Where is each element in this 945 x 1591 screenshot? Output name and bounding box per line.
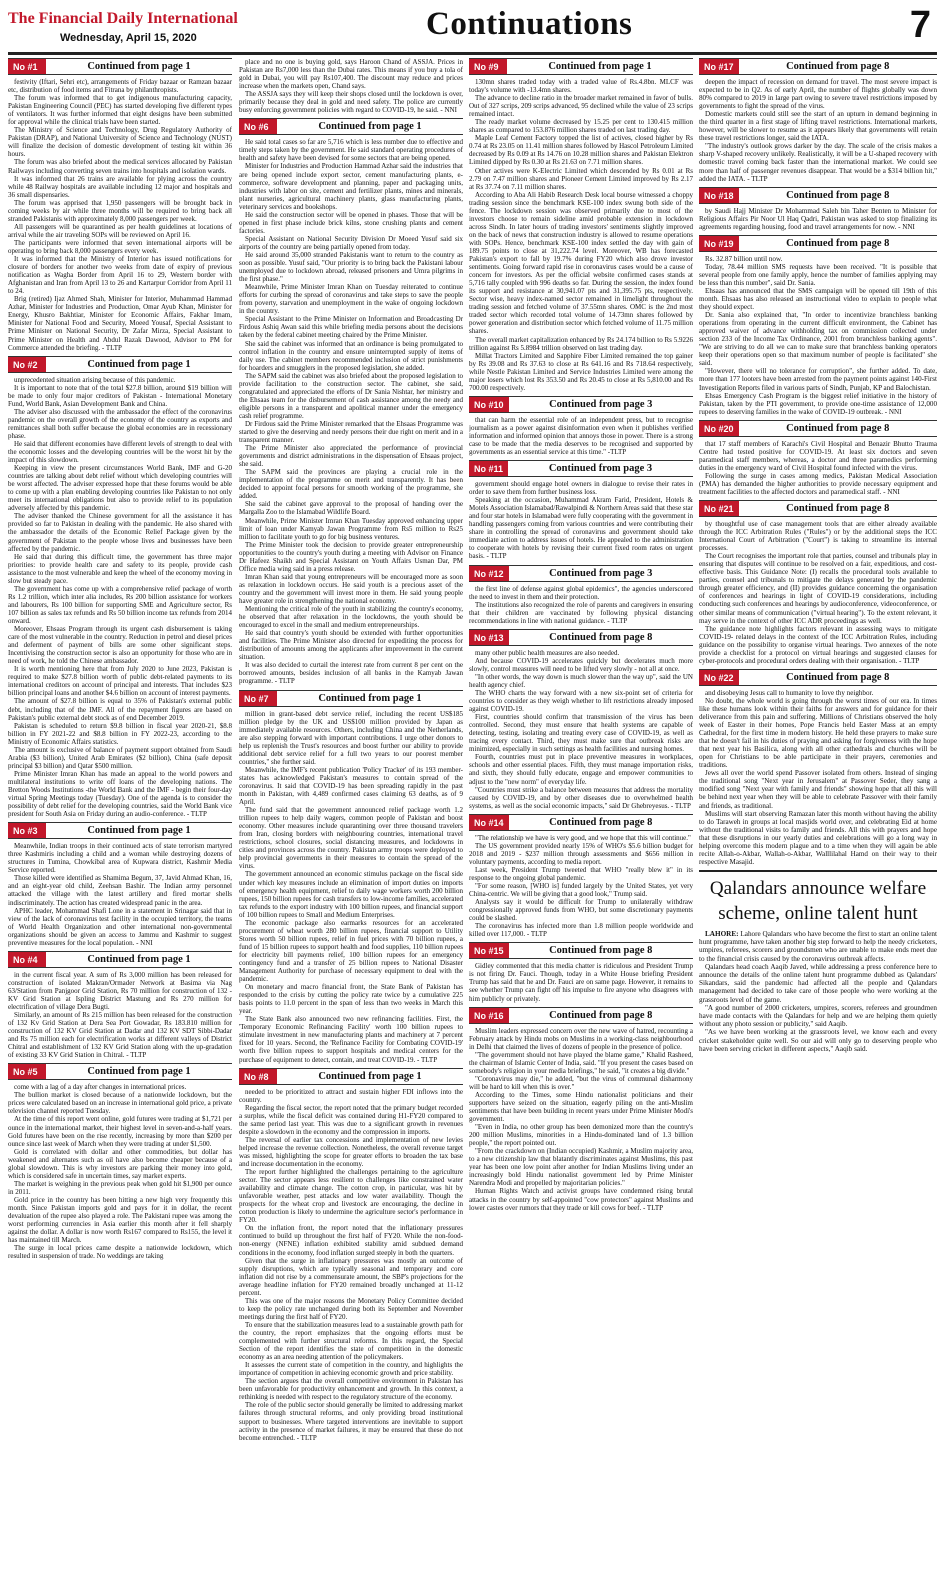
paragraph: He said total cases so far are 5,716 which is less number due to effective and timely steps taken by the government. He said standard operating procedures of health and safety have been devised for some sectors that are being opened. xyxy=(239,138,463,163)
paragraph: Gold price in the country has been hitting a new high very frequently this month. Since Pakistan imports gold and pays for it in dollar, the recent devaluation of the rupee also played a role. The Pakistani rupee was among the worst performing currencies in Asia earlier this month after it fell sharply against the dollar. A dollar is now worth Rs167 compared to Rs155, the level it has maintained till March. xyxy=(8,1195,232,1245)
paragraph: The adviser also discussed with the ambassador the effect of the coronavirus pandemic on the overall growth of the economy of the country as exports and remittances shall both suffer because the global economies are in recessionary phase. xyxy=(8,407,232,440)
block-header xyxy=(699,500,937,517)
paragraph: The advance to decline ratio in the broader market remained in favor of bulls. Out of 327 scrips, 209 scrips advanced, 95 declined while the value of 23 scrips remained intact. xyxy=(469,94,693,119)
block-number-tag: No #4 xyxy=(8,952,46,967)
paragraph: To ensure that the stabilization measures lead to a sustainable growth path for the country, the report emphasizes that the ongoing efforts must be complemented with further structural reforms. In this regard, the Special Section of the report identifies the state of competition in the domestic economy as an area needing attention of the policymakers. xyxy=(239,1320,463,1362)
paragraph: Muslim leaders expressed concern over the new wave of hatred, recounting a February attack by Hindu mobs on Muslims in a working-class neighbourhood in Delhi that claimed the lives of dozens of people in the presence of police. xyxy=(469,1026,693,1051)
paragraph: The SAPM said the cabinet was also briefed about the proposed legislation to provide facilitation to the construction sector. The cabinet, she said, congratulated and appreciated the efforts of Dr Sania Nishtar, her ministry and the Ehsaas team for the disbursement of cash assistance among the needy and eligible persons in a transparent and apolitical manner under the emergency cash relief programme. xyxy=(239,371,463,420)
block-header xyxy=(8,58,232,75)
paragraph: needed to be prioritized to attract and sustain higher FDI inflows into the country. xyxy=(239,1087,463,1104)
block-body xyxy=(469,649,693,810)
paragraph: According to Aba Ali Habib Research Desk local bourse witnessed a choppy trading session since the benchmark KSE-100 index swung both side of the fence. The lockdown session was observed primarily due to most of the investors choose to remain sideline amid probable extension in lockdown across Sindh. In later hours of trading investors' sentiments slightly improved on the back of news that construction industry is allowed to resume operations with SOPs. Hence, benchmark KSE-100 index settled the day with gain of 189.75 points to close at 31,222.74 level. Moreover, WB has forecasted Pakistan's export to fall by 19.7% during FY20 which also drove investor sentiments. Going forward rapid rise in coronavirus cases would be a cause of concern for investors. As per the official website confirmed cases stands at 5,716 tally coupled with 996 deaths so far. During the session, the index found its support and resistance at 30,941.07 pts and 31,395.75 pts, respectively. Sector wise, heavy index-named sector remained in limelight throughout the trading session and fetched volume of 37.55mn shares. OMC is the 2nd most traded sector which recorded total volume of 14.73mn shares followed by power generation and distribution sector which fetched volume of 11.75 million shares. xyxy=(469,190,693,336)
paragraph: Human Rights Watch and activist groups have condemned rising brutal attacks in the country by self-appointed "cow protectors" against Muslims and lower castes over rumors that they trade or kill cows for beef. - TLTP xyxy=(469,1187,693,1212)
paragraph: The guidance note highlights factors relevant in assessing ways to mitigate COVID-19- related delays in the context of the ICC Arbitration Rules, including guidance on the possibility to organise virtual hearings. Two annexes of the note provide a checklist for a protocol on virtual hearings and suggested clauses for cyber-protocols and procedural orders dealing with their organisation. - TLTP xyxy=(699,624,937,665)
paragraph: The US government provided nearly 15% of WHO's $5.6 billion budget for 2018 and 2019 - $237 million through assessments and $656 million in voluntary payments, according to media report. xyxy=(469,841,693,866)
paragraph: At the time of this report went online, gold futures were trading at $1,721 per ounce in the international market, their highest level in seven-and-a-half years. Gold futures have been on the rise recently, increasing by more than $200 per ounce since last week of March when they were trading at under $1,500. xyxy=(8,1115,232,1148)
paragraph: come with a lag of a day after changes in international prices. xyxy=(14,1083,187,1092)
paragraph: in the current fiscal year. A sum of Rs 3,000 million has been released for construction of isolated Makran/Ormader Network at Basima via Nag 63/Station from Panjgoor Grid Station, Rs 70 million for construction of 132 -KV Grid Station at Ispling District Mastung and Rs 270 million for electrification of village Dera Bugti. xyxy=(8,970,232,1011)
block-title: Continued from page 3 xyxy=(549,398,653,410)
block-title: Continued from page 8 xyxy=(549,1009,653,1021)
block-number-tag: No #8 xyxy=(239,1069,277,1084)
block-header xyxy=(699,235,937,252)
paragraph: Other actives were K-Electric Limited which descended by Rs 0.01 at Rs 2.79 on 7.47 million shares and Pioneer Cement Limited improved by Rs 2.17 at Rs 37.74 on 7.11 million shares. xyxy=(469,166,693,191)
paragraph: Gidley commented that this media chatter is ridiculous and President Trump is not firing Dr. Fauci. Though, today in a White House briefing President Trump has said that he and Dr. Fauci are on same page. However, it remains to see whether Trump can fight off his impulse to fire anyone who disagrees with him publicly or privately. xyxy=(469,962,693,1003)
paragraph: The economic package also earmarks resources for an accelerated procurement of wheat worth 280 billion rupees, financial support to Utility Stores worth 50 billion rupees, relief in fuel prices with 70 billion rupees, a fund of 15 billion rupees to support health and food supplies, 110 billion rupees for electricity bill payments relief, 100 billion rupees for an emergency contingency fund and a transfer of 25 billion rupees to National Disaster Management Authority for purchase of necessary equipment to deal with the pandemic. xyxy=(239,918,463,984)
continuation-block xyxy=(469,460,693,560)
paragraph: "Countries must strike a balance between measures that address the mortality caused by COVID-19, and by other diseases due to overwhelmed health systems, as well as the social economic impacts," said Dr Ghebreyesus. - TLTP xyxy=(469,785,693,810)
paragraph: It was also decided to curtail the interest rate from current 8 per cent on the borrowed amounts, besides inclusion of all banks in the Kamyab Jawan programme. - TLTP xyxy=(239,661,463,686)
block-number-tag: No #5 xyxy=(8,1064,46,1079)
paragraph: Qalandars head coach Aaqib Javed, while addressing a press conference here to announce the details of the online talent hunt programme dubbed as Qalandars' Sikandars, said the pandemic had affected all the people and Qalandars management had decided to take care of those people who were working at the grassroots level of the game. xyxy=(699,962,937,1004)
block-number-tag: No #10 xyxy=(469,397,509,412)
continuation-block xyxy=(8,356,232,819)
paragraph: The coronavirus has infected more than 1.8 million people worldwide and killed over 117,000. - TLTP xyxy=(469,922,693,939)
block-header xyxy=(469,1007,693,1024)
continuation-block xyxy=(699,500,937,665)
paper-name: The Financial Daily International xyxy=(8,10,238,27)
block-body xyxy=(469,78,693,392)
paragraph: Domestic markets could still see the start of an upturn in demand beginning in the third quarter in a first stage of lifting travel restrictions. International markets, however, will be slower to resume as it appears likely that governments will retain these travel restrictions longer, said the IATA. xyxy=(699,110,937,143)
continuation-block xyxy=(239,118,463,685)
column-1 xyxy=(8,58,232,1584)
block-title: Continued from page 1 xyxy=(548,61,652,72)
block-number-tag: No #22 xyxy=(699,670,739,685)
paragraph: The market is weighing in the previous peak when gold hit $1,900 per ounce in 2011. xyxy=(8,1179,232,1196)
paragraph: It is important to note that of the total $27.8 billion, around $19 billion will be made to only four major creditors of Pakistan - International Monetary Fund, World Bank, Asian Development Bank and China. xyxy=(8,383,232,408)
block-header xyxy=(699,669,937,686)
block-body xyxy=(469,416,693,456)
page-number: 7 xyxy=(909,4,931,46)
block-header xyxy=(699,58,937,75)
paragraph: On monetary and macro financial front, the State Bank of Pakistan has responded to the crisis by cutting the policy rate twice by a cumulative 225 basis points to 11.0 percent in the span of less than two weeks in March this year. xyxy=(239,983,463,1016)
block-title: Continued from page 8 xyxy=(786,189,890,201)
block-title: Continued from page 3 xyxy=(549,567,653,579)
paragraph: Speaking at the occasion, Muhammad Akram Farid, President, Hotels & Motels Association Islamabad/Rawalpindi & Northern Areas said that these star and four star hotels in Islamabad were fully cooperating with the government in handling passengers coming from various countries and were contributing their share in controlling the spread of coronavirus and government should take immediate action to address issues of hotels. He appealed to the administration to cooperate with hotels by revising their current fixed room rates on urgent basis. - TLTP xyxy=(469,496,693,561)
paragraph: The bullion market is closed because of a nationwide lockdown, but the prices were calculated based on an increase in international gold price, a private television channel reported Tuesday. xyxy=(8,1091,232,1116)
block-number-tag: No #9 xyxy=(469,59,507,74)
paragraph: many other public health measures are also needed. xyxy=(475,648,620,657)
block-body xyxy=(469,480,693,560)
paragraph: "The relationship we have is very good, and we hope that this will continue." xyxy=(475,833,691,842)
paragraph: "A good number of 2000 cricketers, umpires, scorers, referees and groundmen have made contacts with the Qalandars for help and we are helping them quietly without any photo session or publicity," said Aaqib. xyxy=(699,1003,937,1029)
story-lead: Lahore Qalandars who have become the first to start an online talent hunt programme, have taken another big step forward to help the needy cricketers, umpires, referees, scorers and groundsmen who are unable to make ends meet due to the financial crisis caused by the coronavirus outbreak affects. xyxy=(699,929,937,963)
block-body xyxy=(699,520,937,665)
block-title: Continued from page 1 xyxy=(87,61,191,72)
paragraph: First, countries should confirm that transmission of the virus has been controlled. Second, they must ensure that health systems are capable of detecting, testing, isolating and treating every case of COVID-19, as well as tracing every contact. Third, they must make sure that outbreak risks are minimized, especially in such settings as health facilities and nursing homes. xyxy=(469,713,693,754)
column-3 xyxy=(469,58,693,1584)
block-number-tag: No #2 xyxy=(8,357,46,372)
block-title: Continued from page 8 xyxy=(786,503,890,515)
paragraph: Pakistan is scheduled to return $9.8 billion in fiscal year 2020-21, $8.8 billion in FY 2021-22 and $8.8 billion in FY 2022-23, according to the Ministry of Economic Affairs statistics. xyxy=(8,721,232,746)
paragraph xyxy=(699,930,937,963)
paragraph: Meanwhile, Indian troops in their continued acts of state terrorism martyred three Kashmiris including a child and a woman while destroying dozens of structures in Tumina, Chowkibal area of Kupwara district, Kashmir Media Service reported. xyxy=(8,842,232,875)
paragraph: Moreover, Ehsaas Program through its urgent cash disbursement is taking care of the most vulnerable in the country. Reduction in petrol and diesel prices and deferment of payment of bills are some other significant steps. Incentivising the construction sector is also an opportunity for those who are in need of work, he told the Chinese ambassador. xyxy=(8,625,232,666)
continuation-block xyxy=(469,942,693,1002)
paragraph: "The industry's outlook grows darker by the day. The scale of the crisis makes a sharp V-shaped recovery unlikely. Realistically, it will be a U-shaped recovery with domestic travel coming back faster than the international market. We could see more than half of passenger revenues disappear. That would be a $314 billion hit," added the IATA. - TLTP xyxy=(699,142,937,183)
block-body xyxy=(239,710,463,1064)
paragraph: And because COVID-19 accelerates quickly but decelerates much more slowly, control measures will need to be lifted very slowly - not all at once. xyxy=(469,656,693,673)
paragraph: She said the cabinet was informed that an ordinance is being promulgated to control inflation in the country and ensure uninterrupted supply of items of daily use. The cabinet members recommended inclusion of strict punishments for hoarders and smugglers in the proposed legislation, she added. xyxy=(239,339,463,372)
continuation-block xyxy=(699,669,937,866)
block-number-tag: No #12 xyxy=(469,566,509,581)
paragraph: unprecedented situation arising because of this pandemic. xyxy=(14,375,176,384)
paragraph: The adviser thanked the Chinese government for all the assistance it has provided so far to Pakistan in dealing with the pandemic. He also shared with the ambassador the details of the Economic Relief Package given by the government of Pakistan to the people whose lives and businesses have been affected by the pandemic. xyxy=(8,512,232,553)
block-title: Continued from page 1 xyxy=(87,953,191,965)
block-header xyxy=(469,58,693,75)
block-body xyxy=(8,376,232,819)
paragraph: that can harm the essential role of an independent press, but to recognise journalism as a power against disinformation even when it publishes verified information and informed opinion that annoys those in power. There is a strong case to be made that the media deserves to be recognised and supported by governments as an essential service at this time." -TLTP xyxy=(469,415,693,457)
paragraph: Ehsas Emergency Cash Program is the biggest relief initiative in the history of Pakistan, taken by the PTI government, to provide one-time assistance of 12,000 rupees to deserving families in the wake of COVID-19 outbreak. - NNI xyxy=(699,391,937,416)
block-number-tag: No #15 xyxy=(469,943,509,958)
paragraph: He said that during this difficult time, the government has three major priorities: to provide health care and safety to its people, provide cash assistance to the most vulnerable and keep the wheel of the economy moving in slow but steady pace. xyxy=(8,552,232,585)
continuation-block xyxy=(699,235,937,416)
paragraph: Fourth, countries must put in place preventive measures in workplaces, schools and other essential places. Fifth, they must manage importation risks, and sixth, they should fully educate, engage and empower communities to adjust to the "new norm" of everyday life. xyxy=(469,753,693,786)
block-title: Continued from page 8 xyxy=(786,61,890,72)
story-headline: Qalandars announce welfare scheme, online talent hunt xyxy=(709,877,927,924)
continuation-block xyxy=(699,58,937,183)
paragraph: "As we have been working at the grassroots level, we know each and every cricket stakeholder quite well. So our aid will only go to deserving people who have been serving cricket in different aspects," Aaqib said. xyxy=(699,1028,937,1053)
block-header xyxy=(469,629,693,646)
paragraph: The Court recognises the important role that parties, counsel and tribunals play in ensuring that disputes will continue to be resolved on a fair, expeditious, and cost-effective basis. This Guidance Note: (I) recalls the procedural tools available to parties, counsel and tribunals to mitigate the delays generated by the pandemic through greater efficiency, and (II) provides guidance concerning the organisation of conferences and hearings in light of COVID-19 considerations, including conducting such conferences and hearings by audioconference, videoconference, or other similar means of communication ("virtual hearing"). To the extent relevant, it may serve in the context of other ICC ADR proceedings as well. xyxy=(699,552,937,625)
block-number-tag: No #11 xyxy=(469,461,508,476)
paragraph: The Prime Minister also appreciated the performance of provincial governments and district administrations in the dispensation of Ehsaas project, she said. xyxy=(239,444,463,469)
continuation-block xyxy=(8,822,232,947)
block-number-tag: No #7 xyxy=(239,691,277,706)
block-header xyxy=(239,118,463,135)
paragraph: It was informed that 26 trains are available for plying across the country while 48 Railway hospitals are available including 12 major and hospitals and 36 small dispensaries. xyxy=(8,174,232,199)
paragraph: "In other words, the way down is much slower than the way up", said the UN health agency chief. xyxy=(469,672,693,689)
paragraph: "Coronavirus may die," he added, "but the virus of communal disharmony will be hard to kill when this is over." xyxy=(469,1074,693,1091)
block-body xyxy=(469,1027,693,1212)
paragraph: All passengers will be quarantined as per health guidelines at locations of arrival while the air traveling SOPs will be reviewed on April 16. xyxy=(8,222,232,239)
paragraph: The Ministry of Science and Technology, Drug Regulatory Authority of Pakistan (DRAP), and National University of Science and Technology (NUST) will finalize the decision of domestic development of testing kit within 36 hours. xyxy=(8,126,232,159)
block-number-tag: No #1 xyxy=(8,59,46,74)
paragraph: "Even in India, no other group has been demonized more than the country's 200 million Muslims, minorities in a Hindu-dominated land of 1.3 billion people," the report pointed out. xyxy=(469,1123,693,1148)
block-number-tag: No #6 xyxy=(239,119,277,134)
section-title: Continuations xyxy=(426,6,633,42)
paragraph: Meanwhile, Prime Minister Imran Khan Tuesday approved enhancing upper limit of loan under Kamyab Jawan Programme from Rs5 million to Rs25 million to facilitate youth to go for big business ventures. xyxy=(239,516,463,541)
paragraph: by thoughtful use of case management tools that are either already available through the ICC Arbitration Rules ("Rules") or by the additional steps the ICC International Court of Arbitration ("Court") is taking to streamline its internal processes. xyxy=(699,520,937,553)
block-body xyxy=(699,440,937,496)
block-title: Continued from page 1 xyxy=(87,358,191,370)
paragraph: He said the construction sector will be opened in phases. Those that will be opened in first phase include brick kilns, stone crushing plants and cement factories. xyxy=(239,210,463,235)
block-title: Continued from page 8 xyxy=(549,631,653,643)
paragraph: by Saudi Hajj Minister Dr Mohammad Saleh bin Taher Benten to Minister for Religious Affairs Pir Noor Ul Haq Qadri, Pakistan was asked to stop finalizing its agreements regarding housing, food and travel arrangements for now. - NNI xyxy=(699,206,937,231)
paragraph: He said that different economies have different levels of strength to deal with the economic losses and the developing countries will be the worst hit by the impact of this slowdown. xyxy=(8,439,232,465)
paragraph: The forum was apprised that 1,950 passengers will be brought back in coming weeks by air while three months will be required to bring back all stranded Pakistanis with approximately 8,000 passengers per week. xyxy=(8,198,232,223)
paragraph: The forum was also briefed about the medical services allocated by Pakistan Railways including converting seven trains into hospitals and isolation wards. xyxy=(8,158,232,175)
block-body xyxy=(239,58,463,114)
paragraph: "However, there will no tolerance for corruption", she further added. To date, more than 177 looters have been arrested from the payment points against 140-First Investigation Reports filed in various parts of Sindh, Punjab, KP and Balochistan. xyxy=(699,367,937,392)
paragraph: The reversal of earlier tax concessions and implementation of new levies helped increase the revenue collection. Nonetheless, the overall revenue target was missed, highlighting the scope for greater efforts to broaden the tax base and increase documentation in the economy. xyxy=(239,1135,463,1168)
block-body xyxy=(8,842,232,947)
paragraph: Special Assistant to the Prime Minister on Information and Broadcasting Dr Firdous Ashiq Awan said this while briefing media persons about the decisions taken by the federal cabinet meeting chaired by the Prime Minister. xyxy=(239,315,463,340)
block-body xyxy=(469,962,693,1002)
block-header xyxy=(469,814,693,831)
paragraph: million in grant-based debt service relief, including the recent US$185 million pledge by the UK and US$100 million provided by Japan as immediately available resources. Others, including China and the Netherlands, are also stepping forward with important contributions. I urge other donors to help us replenish the Trust's resources and boost further our ability to provide additional debt service relief for a full two years to our poorest member countries," she further said. xyxy=(239,709,463,766)
paragraph: The amount of $27.8 billion is equal to 35% of Pakistan's external public debt, including that of the IMF. All of the repayment figures are based on Pakistan's public external debt stock as of end December 2019. xyxy=(8,697,232,722)
paragraph: This was one of the major reasons the Monetary Policy Committee decided to keep the policy rate unchanged during both its September and November meetings during the first half of FY20. xyxy=(239,1296,463,1321)
continuation-block xyxy=(469,814,693,939)
paragraph: the first line of defense against global epidemics", the agencies underscored the need to invest in them and their protection. xyxy=(469,584,693,601)
paragraph: The ready market volume decreased by 15.25 per cent to 130.415 million shares as compared to 153.876 million shares traded on last trading day. xyxy=(469,118,693,135)
block-number-tag: No #3 xyxy=(8,823,46,838)
paragraph: The State Bank also announced two new refinancing facilities. First, the 'Temporary Economic Refinancing Facility' worth 100 billion rupees to stimulate investment in new manufacturing plants and machinery at 7 percent fixed for 10 years. Second, the 'Refinance Facility for Combating COVID-19' worth five billion rupees to support hospitals and medical centers for the purchase of equipment to detect, contain, and treat COVID-19. - TLTP xyxy=(239,1015,463,1064)
block-title: Continued from page 8 xyxy=(786,237,890,249)
paragraph: It assesses the current state of competition in the country, and highlights the importance of competition in achieving economic growth and price stability. xyxy=(239,1361,463,1378)
paragraph: He said around 35,000 stranded Pakistanis want to return to the country as soon as possible. Yusuf said, "Our priority is to bring back the Pakistani labour unemployed due to lockdown abroad, released prisoners and Umra pilgrims in the first phase." xyxy=(239,250,463,284)
paragraph: "From the crackdown on (Indian occupied) Kashmir, a Muslim majority area, to a new citizenship law that blatantly discriminates against Muslims, this past year has been one low point after another for Indian Muslims living under an increasingly bold Hindu nationalist government led by Prime Minister Narendra Modi and propelled by majoritarian policies." xyxy=(469,1147,693,1188)
block-header xyxy=(469,942,693,959)
continuation-block xyxy=(469,629,693,810)
block-body xyxy=(699,207,937,231)
paragraph: Gold is correlated with dollar and other commodities, but dollar has weakened and alternates such as oil have also become cheaper because of a global slowdown. This is why investors are parking their money into gold, which is considered safe in uncertain times, say market experts. xyxy=(8,1147,232,1180)
paragraph: that 17 staff members of Karachi's Civil Hospital and Benazir Bhutto Trauma Centre had tested positive for COVID-19. At least six doctors and seven paramedical staff members, whereas, a doctor and three paramedics performing duties in the emergency ward of Civil Hospital found infected with the virus. xyxy=(699,439,937,472)
paragraph: Keeping in view the present circumstances World Bank, IMF and G-20 countries are talking about debt relief without which developing countries will be worst affected. The adviser expressed hope that these forums would be able to come up with a plan enabling developing countries like Pakistan to not only meet its international obligations but also to provide relief to its population adversely affected by this pandemic. xyxy=(8,464,232,513)
block-body xyxy=(8,78,232,352)
paragraph: The SAPM said the provinces are playing a crucial role in the implementation of the programme on merit and transparently. It has been decided to appoint focal persons for smooth working of the programme, she added. xyxy=(239,468,463,501)
block-number-tag: No #21 xyxy=(699,501,739,516)
paragraph: APHC leader, Mohammad Shafi Lone in a statement in Srinagar said that in view of the lack of coronavirus test facility in the occupied territory, the teams of World Health Organization and other international non-governmental organizations should be given an access to Jammu and Kashmir to suggest preventive measures for the local population. - NNI xyxy=(8,906,232,947)
continuation-block xyxy=(469,58,693,392)
continuation-block xyxy=(239,690,463,1064)
masthead xyxy=(8,6,937,54)
continuation-block xyxy=(8,1063,232,1260)
block-header xyxy=(469,396,693,413)
block-number-tag: No #13 xyxy=(469,630,509,645)
paragraph: The ASSJA says they will keep their shops closed until the lockdown is over, primarily because they deal in gold and need safety. The police are currently busy enforcing government policies with regard to COVID-19, he said. - NNI xyxy=(239,90,463,115)
paragraph: Jews all over the world spend Passover isolated from others. Instead of singing the traditional song "Next year in Jerusalem" at Passover Seder, they sang a modified song "Next year with family and friends" showing hope that all this will be behind next year when they will be able to celebrate Passover with their family and friends, as traditional. xyxy=(699,769,937,810)
paragraph: Dr. Sania also explained that, "In order to incentivize branchless banking operations from operating in the current difficult environment, the Cabinet has approved waiver of advance withholding tax on commission collected under section 233 of the Income Tax Ordinance, 2001 from branchless banking agents". "We are striving to do all we can to make sure that branchless banking operators keep their operations open so that maximum number of people is facilitated" she said. xyxy=(699,311,937,368)
paragraph: Dr Firdous said the Prime Minister remarked that the Ehsaas Programme was started to give the deserving and needy persons their due right on merit and in a transparent manner. xyxy=(239,419,463,445)
paragraph: "For some reason, [WHO is] funded largely by the United States, yet very China-centric. We will be giving that a good look," Trump said. xyxy=(469,881,693,899)
paragraph: The amount is exclusive of balance of payment support obtained from Saudi Arabia ($3 billion), United Arab Emirates ($2 billion), China (safe deposit principal $3 billion) and Qatar $500 million. xyxy=(8,745,232,770)
paragraph: 130mn shares traded today with a traded value of Rs.4.8bn. MLCF was today's volume with -13.4mn shares. xyxy=(469,78,693,95)
paragraph: The role of the public sector should generally be limited to addressing market failures through structural reforms, and only providing broad institutional support to businesses. Where targeted interventions are inevitable to support activity in the presence of market failures, it may be ensured that these do not become entrenched. - TLTP xyxy=(239,1401,463,1442)
paragraph: government should engage hotel owners in dialogue to revise their rates in order to save them from further business loss. xyxy=(469,480,693,497)
block-body xyxy=(8,1083,232,1260)
block-number-tag: No #19 xyxy=(699,236,739,251)
paragraph: Meanwhile, Prime Minister Imran Khan on Tuesday reiterated to continue efforts for curbing the spread of coronavirus and take steps to save the people from poverty, starvation and unemployment in the wake of ongoing lockdown in the country. xyxy=(239,283,463,316)
issue-date: Wednesday, April 15, 2020 xyxy=(60,32,197,44)
paragraph: Special Assistant on National Security Division Dr Moeed Yusuf said six airports of the country are being partially opened from today. xyxy=(239,234,463,251)
continuation-block xyxy=(699,420,937,496)
paragraph: Last week, President Trump tweeted that WHO "really blew it" in its response to the ongoing global pandemic. xyxy=(469,865,693,882)
continuation-block xyxy=(8,58,232,352)
paragraph: festivity (Iftari, Sehri etc), arrangements of Friday bazaar or Ramzan bazaar etc, distribution of food items and Fitrana by philanthropists. xyxy=(8,78,232,95)
paragraph: Ehsaas has announced that the SMS campaign will be opened till 19th of this month. Ehsaas has also released an instructional video to explain to people what they should expect. xyxy=(699,286,937,312)
paragraph: Brig (retired) Ijaz Ahmed Shah, Minister for Interior, Muhammad Hammad Azhar, Minister for Industries and Production, Omar Ayub Khan, Minister for Energy, Khusro Bakhtiar, Minister for Economic Affairs, Fakhar Imam, Minister for National Food and Security, Moeed Yousaf, Special Assistant to Prime Minister on National Security, Dr Zafar Mirza, Special Assistant to Prime Minister on Health and Abdul Razak Dawood, Advisor to PM for Commerce attended the briefing. - TLTP xyxy=(8,295,232,352)
continuation-block xyxy=(8,951,232,1060)
paragraph: The forum was informed that to get indigenous manufacturing capacity, Pakistan Engineering Council (PEC) has started developing five different types of ventilators. It was further informed that eight designs have been submitted for approval while the clinical trials have been started. xyxy=(8,94,232,127)
paragraph: Imran Khan said that young entrepreneurs will be encouraged more as soon as relaxation in lockdown occurs. He said youth is a precious asset of the country and the government will invest more in them. He said young people have greater role in strengthening the national economy. xyxy=(239,572,463,605)
paragraph: The fund said that the government announced relief package worth 1.2 trillion rupees to help daily wagers, common people of Pakistan and boost economy. Other measures include quarantining over three thousand travelers from Iran, closing borders with neighbouring countries, international travel restrictions, school closures, social distancing measures, and lockdowns in cities and provinces across the country. Pakistan army troops were deployed to help provincial governments in their measures to contain the spread of the virus. xyxy=(239,806,463,871)
block-title: Continued from page 8 xyxy=(786,671,890,683)
block-body xyxy=(469,585,693,625)
paragraph: Those killed were identified as Shamima Begum, 37, Javid Ahmad Khan, 16, and an eight-year old child, Zeehsan Bashir. The Indian army personnel attacked the village with the latest artillery and fired mortar shells indiscriminately. The action has created widespread panic in the area. xyxy=(8,874,232,907)
paragraph: Millat Tractors Limited and Sapphire Fiber Limited remained the top gainer by Rs 39.08 and Rs 37.63 to close at Rs 641.16 and Rs 718.64 respectively, while Nestle Pakistan Limited and Service Industries Limited were among the major losers which lost Rs 353.50 and Rs 20.45 to close at Rs 5,810.00 and Rs 700.00 respectively. xyxy=(469,351,693,392)
column-2 xyxy=(239,58,463,1584)
paragraph: He said that country's youth should be extended with further opportunities and facilities. The Prime Minister also directed for expediting the process for distribution of amounts among the applicants after improvement in the current situation. xyxy=(239,629,463,662)
paragraph: The overall market capitalization enhanced by Rs 24.174 billion to Rs 5.9226 trillion against Rs 5.8984 trillion observed on last trading day. xyxy=(469,335,693,352)
paragraph: "The government should not have played the blame game," Khalid Rasheed, the chairman of Islamic Center of India, said. "If you present the cases based on somebody's religion in your media briefings," he said, "it creates a big divide." xyxy=(469,1050,693,1075)
block-body xyxy=(699,255,937,416)
block-header xyxy=(469,460,693,477)
block-body xyxy=(239,138,463,685)
paragraph: The government has come up with a comprehensive relief package of worth Rs 1.2 trillion, which inter alia includes, Rs 200 billion assistance for workers and labourers, Rs 100 billion for supporting SME and Agriculture sector, Rs 107 billion as sales tax refunds and Rs 50 billion income tax refunds from 2014 onward. xyxy=(8,584,232,625)
continuation-block xyxy=(469,1007,693,1212)
continuation-block xyxy=(239,1068,463,1442)
block-title: Continued from page 8 xyxy=(786,422,890,434)
paragraph: Minister for Industries and Production Hammad Azhar said the industries that are being opened include export sector, cement manufacturing plants, e-commerce, software development and planning, paper and packaging units, industries with labor on site, cement and fertilizer plants, mines and minerals, plant nurseries, agricultural machinery plants, glass manufacturing plants, veterinary services and bookshops. xyxy=(239,162,463,211)
block-number-tag: No #16 xyxy=(469,1008,509,1023)
story-dateline: LAHORE: xyxy=(705,929,741,938)
block-title: Continued from page 1 xyxy=(87,1066,191,1078)
continuation-block xyxy=(239,58,463,114)
paragraph: Rs. 32.87 billion until now. xyxy=(705,254,783,263)
continuation-block xyxy=(469,396,693,456)
block-body xyxy=(239,1088,463,1442)
paragraph: It was informed that the Ministry of Interior has issued notifications for closure of borders for another two weeks from date of expiry of previous notification as Wagha Border from April 16 to 29, Western border with Afghanistan and Iran from April 13 to 26 and Kartarpur Corridor from April 11 to 24. xyxy=(8,255,232,296)
paragraph: On the inflation front, the report noted that the inflationary pressures continued to build up throughout the first half of FY20. While the non-food-non-energy (NFNE) inflation exhibited stability amid subdued demand conditions in the economy, food inflation surged steeply in both the quarters. xyxy=(239,1224,463,1257)
block-title: Continued from page 1 xyxy=(318,121,422,133)
masthead-rule xyxy=(8,52,937,55)
block-header xyxy=(8,1063,232,1080)
block-header xyxy=(699,187,937,204)
block-number-tag: No #20 xyxy=(699,421,739,436)
paragraph: The report further highlighted the challenges pertaining to the agriculture sector. The sector appears less resilient to challenges like constrained water availability and climate change. The cotton crop, in particular, was hit by unfavorable weather, pest attacks and low water availability. Though the prospects for the wheat crop and livestock are encouraging, the decline in cotton production is likely to undermine the agriculture sector's performance in FY20. xyxy=(239,1168,463,1225)
block-title: Continued from page 1 xyxy=(318,1070,422,1082)
paragraph: The institutions also recognized the role of parents and caregivers in ensuring that their children are vaccinated by following physical distancing recommendations in line with national guidance. - TLTP xyxy=(469,600,693,625)
block-title: Continued from page 1 xyxy=(87,825,191,837)
paragraph: According to the Times, some Hindu nationalist politicians and their supporters have seized on the situation, eagerly piling on the anti-Muslim sentiments that have been building in recent years under Prime Minister Modi's government. xyxy=(469,1090,693,1124)
block-header xyxy=(239,690,463,707)
paragraph: Meanwhile, the IMF's recent publication 'Policy Tracker' of its 193 member-states has acknowledged Pakistan's measures to contain spread of the coronavirus. It said that COVID-19 has been spreading rapidly in the past month in Pakistan, with 4,489 confirmed cases claiming 63 deaths, as of 9 April. xyxy=(239,765,463,807)
paragraph: Regarding the fiscal sector, the report noted that the primary budget recorded a surplus, while the fiscal deficit was contained during H1-FY20 compared to the same period last year. This was due to a significant growth in revenues despite a slowdown in the economy and the compression in imports. xyxy=(239,1103,463,1136)
paragraph: The surge in local prices came despite a nationwide lockdown, which resulted in suspension of trade. No weddings are taking xyxy=(8,1244,232,1261)
block-title: Continued from page 1 xyxy=(318,692,422,704)
block-number-tag: No #17 xyxy=(699,59,739,74)
continuation-block xyxy=(469,565,693,625)
paragraph: Maple Leaf Cement Factory topped the list of actives, closed higher by Rs 0.74 at Rs 23.05 on 11.41 million shares followed by Hascol Petroleum Limited decreased by Rs 0.09 at Rs 14.76 on 10.28 million shares and Pakistan Elektron Limited dipped by Rs 0.30 at Rs 21.63 on 7.71 million shares. xyxy=(469,134,693,167)
paragraph: Mentioning the critical role of the youth in stabilizing the country's economy, he observed that after relaxation in the lockdowns, the youth should be encouraged to excel in the small and medium entrepreneurships. xyxy=(239,605,463,630)
block-header xyxy=(8,951,232,968)
paragraph: and disobeying Jesus call to humanity to love thy neighbor. xyxy=(705,688,874,697)
block-body xyxy=(699,78,937,183)
paragraph: It is worth mentioning here that from July 2020 to June 2023, Pakistan is required to make $27.8 billion worth of public debt-related payments to its international creditors on account of principal and interests. That includes $23 billion principal loans and another $4.6 billion on account of interest payments. xyxy=(8,665,232,698)
continuation-block xyxy=(699,187,937,231)
paragraph: Following the surge in cases among medics, Pakistan Medical Association (PMA) has demanded the higher authorities to provide necessary equipment and treatment facilities to the affected doctors and paramedical staff. - NNI xyxy=(699,471,937,496)
block-header xyxy=(469,565,693,582)
paragraph: The Prime Minister took the decision to provide greater entrepreneurship opportunities to the country's youth during a meeting with Advisor on Finance Dr Hafeez Shaikh and Special Assistant on Youth Affairs Usman Dar, PM Office media wing said in a press release. xyxy=(239,540,463,573)
block-title: Continued from page 8 xyxy=(549,945,653,957)
block-header xyxy=(699,420,937,437)
paragraph: Prime Minister Imran Khan has made an appeal to the world powers and multilateral institutions to write off loans of the developing nations. The Bretton Woods Institutions -the World Bank and the IMF - begin their four-day virtual Spring Meetings today (Tuesday). One of the agenda is to consider the possibility of debt relief for the developing countries, said the World Bank vice president for South Asia on Friday during an audio-conference. - TLTP xyxy=(8,769,232,819)
paragraph: Muslims will start observing Ramazan later this month without having the ability to do Taraweh in groups at local masjids world over, and celebrating Eid at home without the traditional visits to family and friends. All this with prayers and hope that these disruptions in our yearly duties and celebrations will go a long way in helping overcome this modern plague and to a time when they will again be able recite Allah-o-Akbar, Wallah-o-Akbar, Walllilahal Hamd on their way to their respective Masajid. xyxy=(699,809,937,866)
block-header xyxy=(239,1068,463,1085)
paragraph: Analysts say it would be difficult for Trump to unilaterally withdraw congressionally approved funds from WHO, but some discretionary payments could be slashed. xyxy=(469,898,693,923)
paragraph: Given that the surge in inflationary pressures was mostly an outcome of supply disruptions, which are typically seasonal and temporary and core inflation did not rise by a commensurate amount, the SBP's projections for the average headline inflation for FY20 remained broadly unchanged at 11-12 percent. xyxy=(239,1256,463,1297)
story-body xyxy=(699,930,937,1053)
column-4 xyxy=(699,58,937,1584)
paragraph: Today, 78.44 million SMS requests have been received. "It is possible that several people from one family apply, hence the number of families applying may be less than this number", said Dr. Sania. xyxy=(699,262,937,287)
paragraph: The section argues that the overall competitive environment in Pakistan has been unfavorable for productivity enhancement and growth. In this context, a rethinking is needed with respect to the regulatory structure of the economy. xyxy=(239,1377,463,1402)
block-body xyxy=(8,971,232,1060)
block-body xyxy=(469,834,693,939)
block-body xyxy=(699,689,937,866)
paragraph: She said the cabinet gave approval to the proposal of handing over the Margalla Zoo to the Islamabad Wildlife Board. xyxy=(239,500,463,517)
paragraph: place and no one is buying gold, says Haroon Chand of ASSJA. Prices in Pakistan are Rs7,000 less than the Dubai rates. This means if you buy a tola of gold in Dubai, you will pay Rs107,400. The discount may reduce and prices increase when the markets open, Chand says. xyxy=(239,58,463,91)
block-number-tag: No #18 xyxy=(699,188,739,203)
block-number-tag: No #14 xyxy=(469,815,509,830)
paragraph: Similarly, an amount of Rs 215 million has been released for the construction of 132 Kv Grid Station at Dera Sea Port Gowadar, Rs 183.810 million for construction of 132 KV Grid Station at Dadar and 132 KV SDT Sibbi-Dadar and Rs 75 million each for electrification works at different valleys of District Chitral and establishment of 132 KV Grid Station along with the up-gradation of existing 33 KV Grid Station in Chitral. - TLTP xyxy=(8,1011,232,1060)
paragraph: The participants were informed that seven international airports will be operating to bring back 8,000 passengers every week. xyxy=(8,238,232,255)
block-title: Continued from page 3 xyxy=(548,463,653,475)
paragraph: No doubt, the whole world is going through the worst times of our era. In times like these humans look within their faiths for answers and for guidance for their deliverance from this pain and suffering. Millions of Christians observed the holy week of Easter in their homes, Pope Francis held Easter Mass at an empty Cathedral, for the first time in modern history. He held these prayers to make sure that he doesn't fail in his duties of praying and asking for forgiveness with the hope that next year his Basilica, along with all other cathedrals and churches will be open for Christians to be able participate in their prayers, ceremonies and traditions. xyxy=(699,696,937,770)
block-title: Continued from page 8 xyxy=(549,816,653,828)
sports-story xyxy=(699,870,937,1053)
paragraph: The government announced an economic stimulus package on the fiscal side under which key measures include an elimination of import duties on imports of emergency health equipment, relief to daily wage workers worth 200 billion rupees, 150 billion rupees for cash transfers to low-income families, accelerated tax refunds to the export industry with 100 billion rupees, and financial support of 100 billion rupees to Small and Medium Enterprises. xyxy=(239,870,463,919)
block-header xyxy=(8,822,232,839)
paragraph: deepen the impact of recession on demand for travel. The most severe impact is expected to be in Q2. As of early April, the number of flights globally was down 80% compared to 2019 in large part owing to severe travel restrictions imposed by governments to fight the spread of the virus. xyxy=(699,78,937,111)
block-header xyxy=(8,356,232,373)
paragraph: The WHO charts the way forward with a new six-point set of criteria for countries to consider as they weigh whether to lift restrictions already imposed against COVID-19. xyxy=(469,689,693,714)
